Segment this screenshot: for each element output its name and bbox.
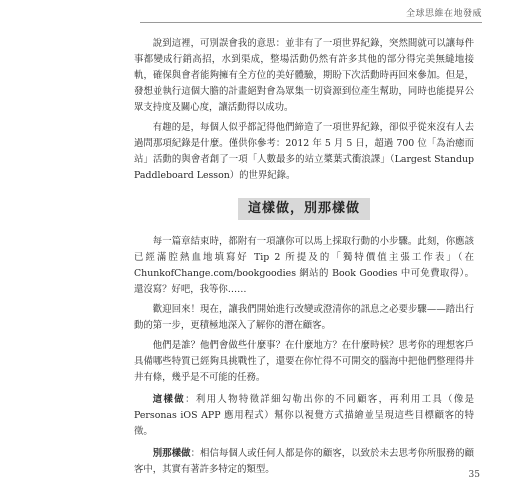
paragraph: 說到這裡，可別誤會我的意思：並非有了一項世界紀錄，突然間就可以讓每件事都變成行銷高招，水到渠成，整場活動仍然有許多其他的部分得完美無縫地接軌，確保與會者能夠擁有全方位的美好體驗，期盼下次活動時再回來參加。但是，發想並執行這個大膽的計畫絕對會為眾集一切資源到位產生幫助，同時也能提昇公眾支持度及關心度，讓活動得以成功。 — [134, 38, 474, 113]
running-header: 全球思維在地發威 — [405, 9, 482, 19]
section-heading — [134, 198, 474, 220]
paragraph: 他們是誰？他們會做些什麼事？在什麼地方？在什麼時候？思考你的理想客戶具備哪些特質已經夠具挑戰性了，還要在你忙得不可開交的腦海中把他們整理得井井有條，幾乎是不可能的任務。 — [134, 340, 474, 383]
paragraph: 歡迎回來！現在，讓我們開始進行改變或澄清你的訊息之必要步驟——踏出行動的第一步，更積極地深入了解你的潛在顧客。 — [134, 304, 474, 331]
tip-dont-text: ：相信每個人或任何人都是你的顧客，以致於未去思考你所服務的顧客中，其實有著許多特定的類型。 — [134, 448, 474, 475]
header-rule — [140, 22, 482, 23]
tip-do — [134, 392, 474, 440]
body-text — [134, 36, 474, 482]
tip-dont — [134, 446, 474, 478]
tip-dont-term: 別那樣做 — [152, 448, 191, 459]
tip-do-text: ：利用人物特徵詳細勾勒出你的不同顧客，再利用工具（像是 Personas iOS APP 應用程式）幫你以視覺方式描繪並呈現這些目標顧客的特徵。 — [134, 394, 474, 437]
section-title: 這樣做，別那樣做 — [238, 198, 370, 220]
paragraph: 每一篇章結束時，都附有一項讓你可以馬上採取行動的小步驟。此刻，你應該已經滿腔熱血地填寫好 Tip 2 所提及的「獨特價值主張工作表」（在 ChunkofChange.com/bookgoodies 網站的 Book Goodies 中可免費取得）。還沒寫？好吧，我等你…… — [134, 236, 474, 295]
tip-do-term: 這樣做 — [152, 394, 186, 405]
page-number: 35 — [468, 470, 480, 480]
paragraph: 有趣的是，每個人似乎都記得他們締造了一項世界紀錄，卻似乎從來沒有人去過問那項紀錄是什麼。僅供你參考：2012 年 5 月 5 日，超過 700 位「為治癒而站」活動的與會者創了一項「人數最多的站立槳葉式衝浪課」（Largest Standup Paddleboard Lesson）的世界紀錄。 — [134, 122, 474, 181]
